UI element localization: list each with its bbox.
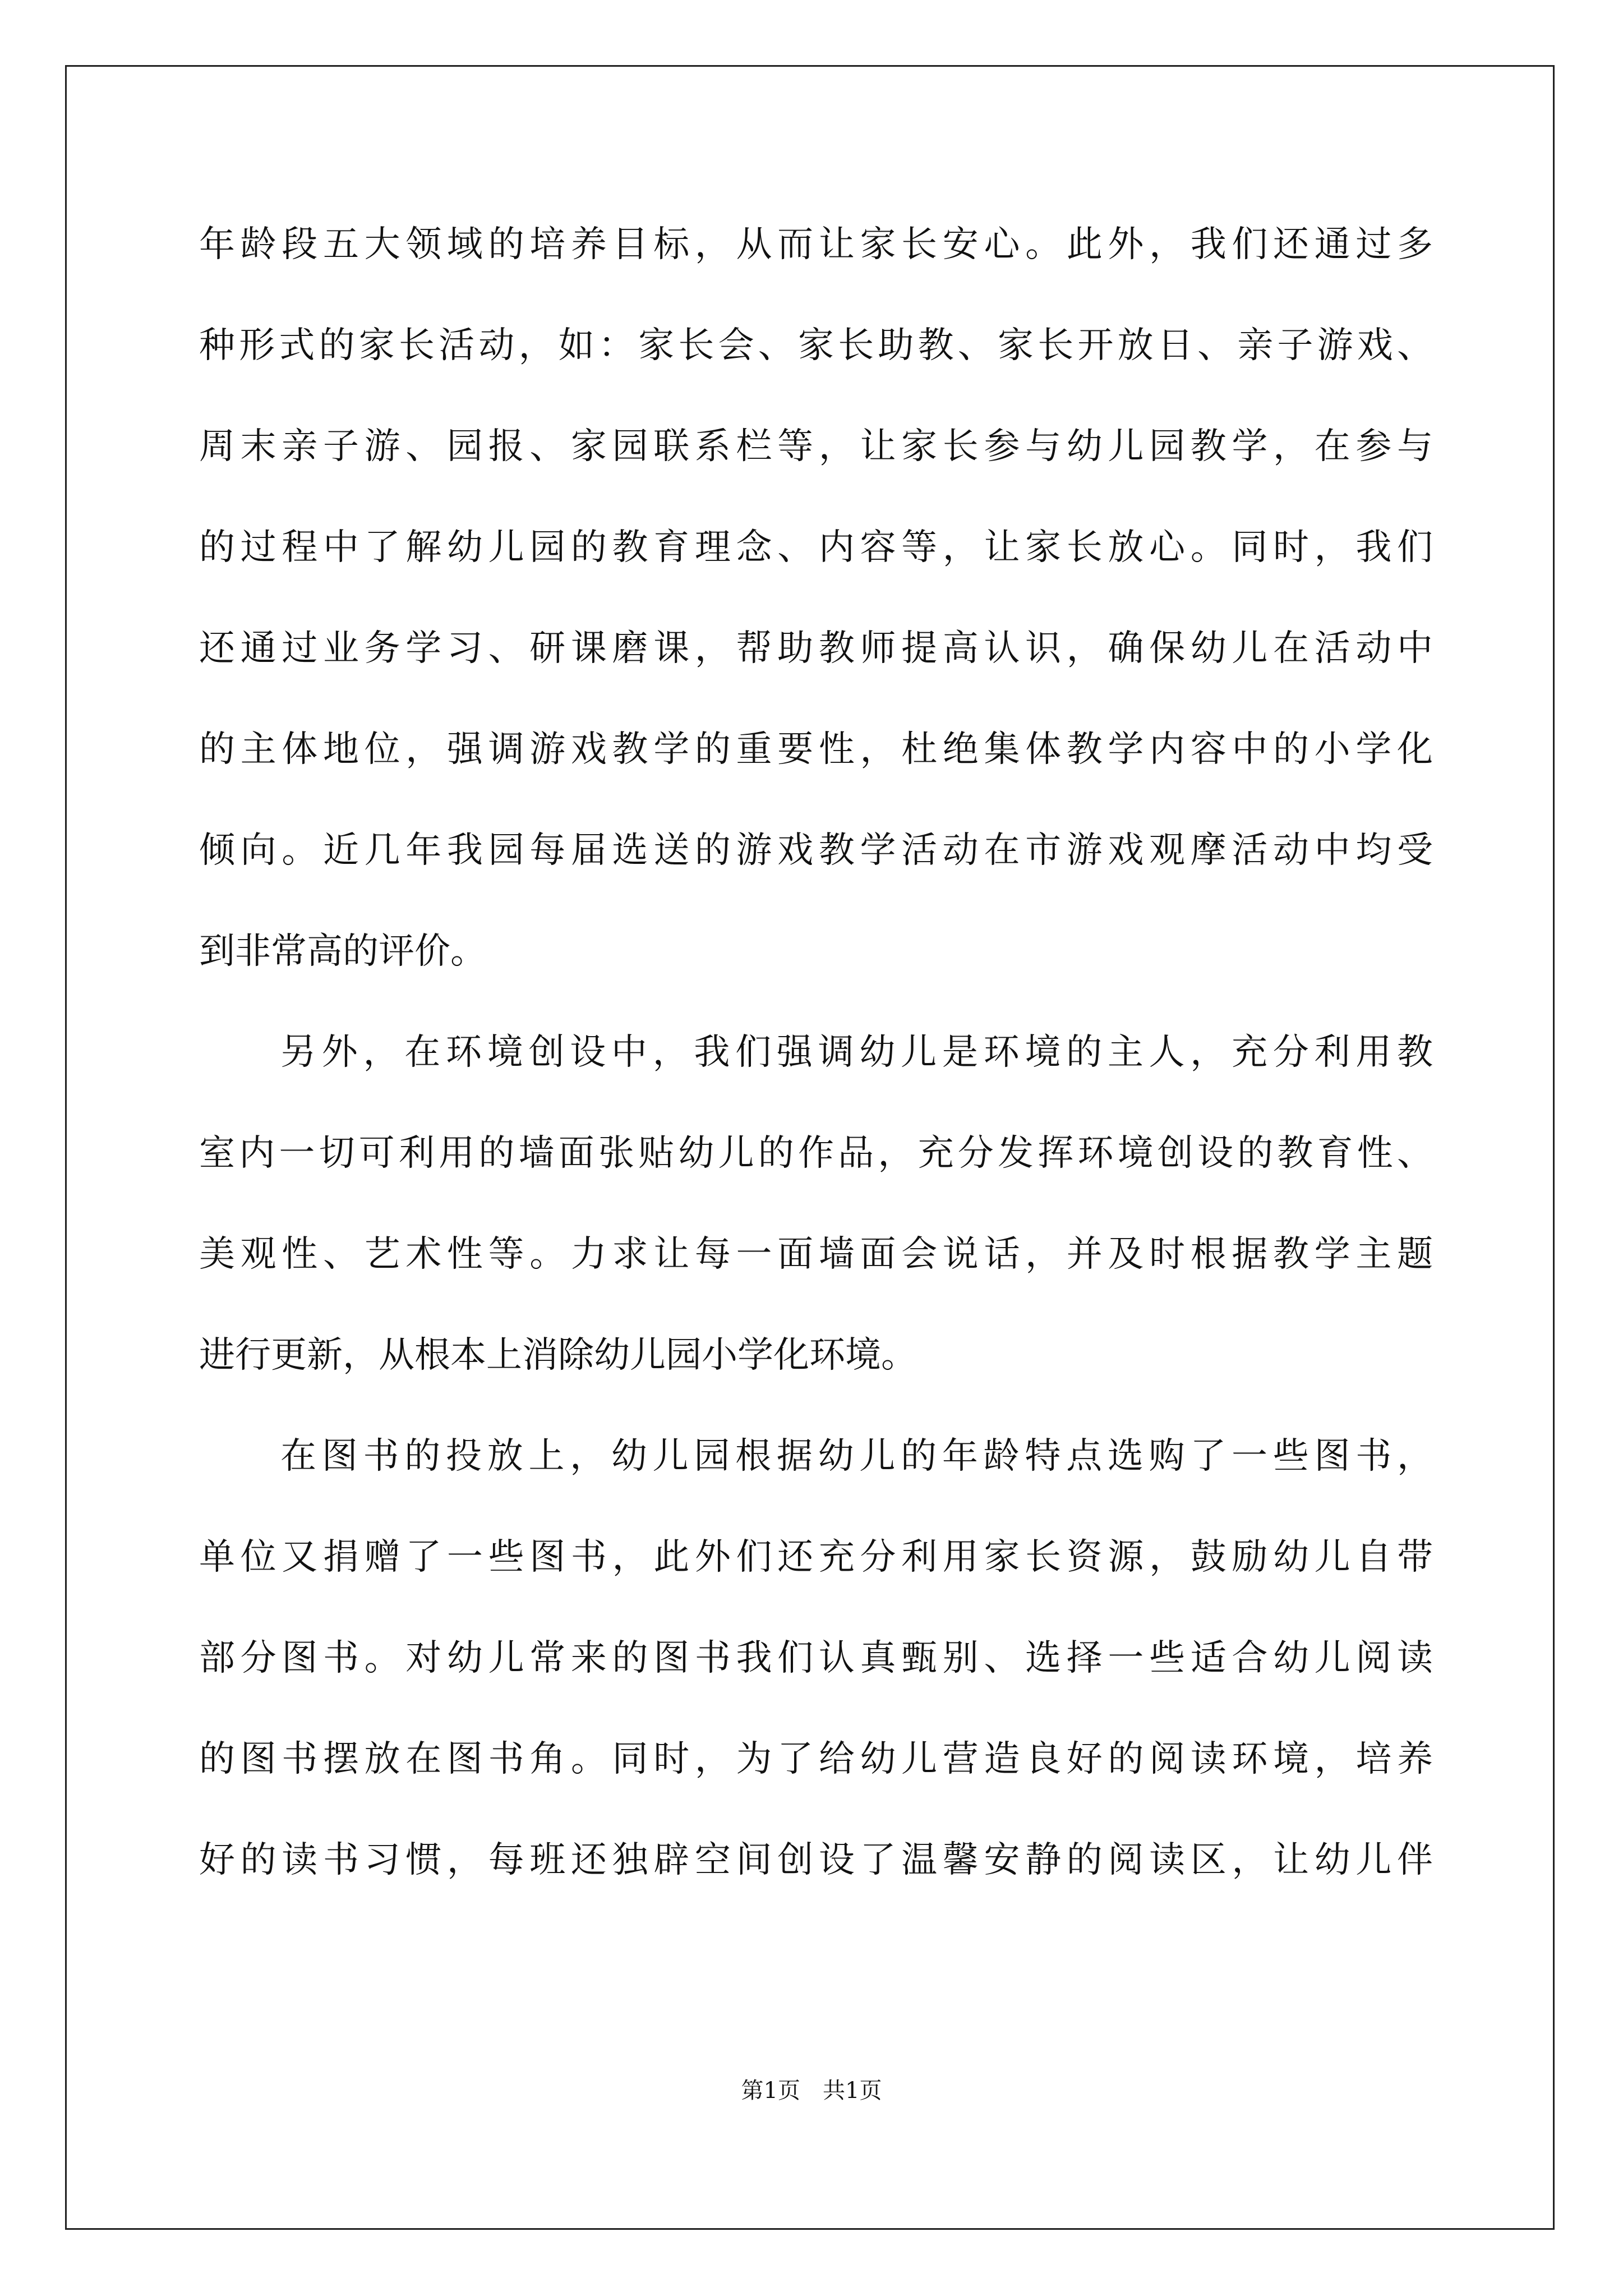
- text-line: 的过程中了解幼儿园的教育理念、内容等，让家长放心。同时，我们: [199, 527, 1433, 568]
- page-number-footer: 第1页 共1页: [741, 2078, 882, 2104]
- text-line: 种形式的家长活动，如：家长会、家长助教、家长开放日、亲子游戏、: [199, 325, 1433, 366]
- text-line: 周末亲子游、园报、家园联系栏等，让家长参与幼儿园教学，在参与: [199, 426, 1433, 467]
- text-line: 的主体地位，强调游戏教学的重要性，杜绝集体教学内容中的小学化: [199, 729, 1433, 770]
- text-line: 倾向。近几年我园每届选送的游戏教学活动在市游戏观摩活动中均受: [199, 830, 1433, 871]
- text-line: 还通过业务学习、研课磨课，帮助教师提高认识，确保幼儿在活动中: [199, 628, 1433, 669]
- paragraph-first-line: 在图书的投放上，幼儿园根据幼儿的年龄特点选购了一些图书，: [280, 1435, 1433, 1477]
- text-line: 的图书摆放在图书角。同时，为了给幼儿营造良好的阅读环境，培养: [199, 1738, 1433, 1780]
- text-line: 美观性、艺术性等。力求让每一面墙面会说话，并及时根据教学主题: [199, 1234, 1433, 1275]
- text-line: 室内一切可利用的墙面张贴幼儿的作品，充分发挥环境创设的教育性、: [199, 1133, 1433, 1174]
- text-line: 年龄段五大领域的培养目标，从而让家长安心。此外，我们还通过多: [199, 224, 1433, 265]
- text-line: 到非常高的评价。: [199, 931, 486, 972]
- paragraph-first-line: 另外，在环境创设中，我们强调幼儿是环境的主人，充分利用教: [280, 1032, 1433, 1073]
- text-line: 单位又捐赠了一些图书，此外们还充分利用家长资源，鼓励幼儿自带: [199, 1536, 1433, 1578]
- text-line: 部分图书。对幼儿常来的图书我们认真甄别、选择一些适合幼儿阅读: [199, 1637, 1433, 1679]
- text-line: 好的读书习惯，每班还独辟空间创设了温馨安静的阅读区，让幼儿伴: [199, 1839, 1433, 1881]
- text-line: 进行更新，从根本上消除幼儿园小学化环境。: [199, 1335, 917, 1376]
